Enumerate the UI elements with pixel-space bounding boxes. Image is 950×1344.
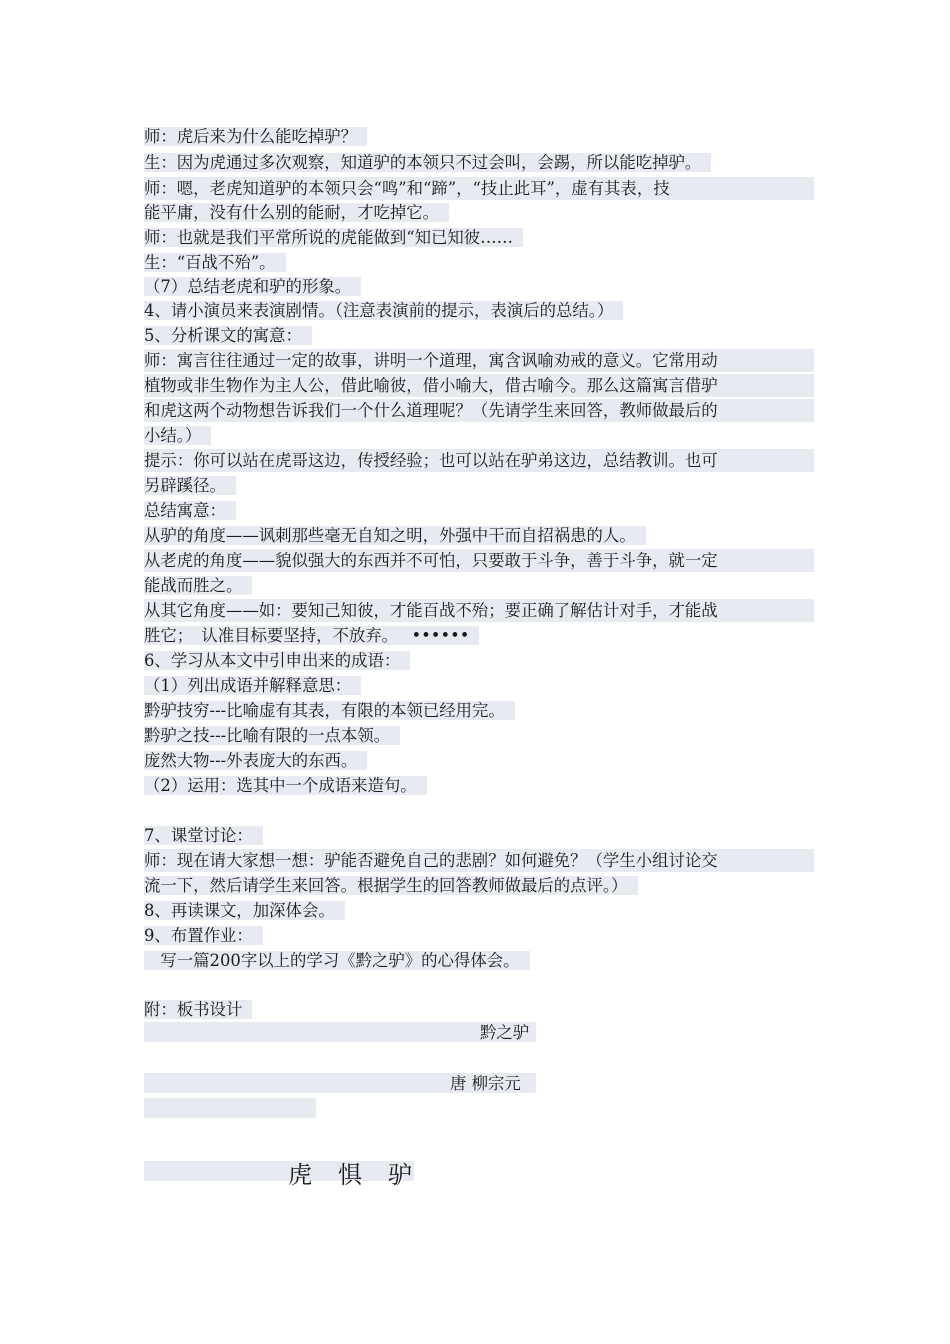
board-title-bar [144,1022,536,1042]
text-line: 4、请小演员来表演剧情。（注意表演前的提示，表演后的总结。） [144,299,623,322]
text-line: 师：寓言往往通过一定的故事，讲明一个道理，寓含讽喻劝戒的意义。它常用动 [144,349,814,372]
text-line: 另辟蹊径。 [144,474,236,497]
text-line: 写一篇200字以上的学习《黔之驴》的心得体会。 [144,949,530,972]
text-line: 提示：你可以站在虎哥这边，传授经验；也可以站在驴弟这边，总结教训。也可 [144,449,814,472]
text-line: 7、课堂讨论： [144,824,263,847]
text-line: 能平庸，没有什么别的能耐，才吃掉它。 [144,201,449,224]
text-line: 从其它角度——如：要知己知彼，才能百战不殆；要正确了解估计对手，才能战 [144,599,814,622]
text-line: 植物或非生物作为主人公，借此喻彼，借小喻大，借古喻今。那么这篇寓言借驴 [144,374,814,397]
text-line: 9、布置作业： [144,924,263,947]
board-blank-bar [144,1098,316,1118]
text-line: 生：因为虎通过多次观察，知道驴的本领只不过会叫，会踢，所以能吃掉驴。 [144,151,711,174]
text-line: 师：也就是我们平常所说的虎能做到“知已知彼…… [144,226,523,249]
text-line: 8、再读课文，加深体会。 [144,899,345,922]
text-line: 胜它； 认准目标要坚持，不放弃。 •••••• [144,624,479,647]
text-line: 黔驴技穷---比喻虚有其表，有限的本领已经用完。 [144,699,515,722]
text-line: 流一下，然后请学生来回答。根据学生的回答教师做最后的点评。） [144,874,638,897]
text-line: 师：虎后来为什么能吃掉驴？ [144,125,367,148]
text-line: （2）运用：选其中一个成语来造句。 [144,774,427,797]
text-line: 庞然大物---外表庞大的东西。 [144,749,367,772]
text-line: 和虎这两个动物想告诉我们一个什么道理呢？（先请学生来回答，教师做最后的 [144,399,814,422]
text-line: 小结。） [144,424,211,447]
text-line: 从驴的角度——讽刺那些毫无自知之明，外强中干而自招祸患的人。 [144,524,646,547]
text-line: 附：板书设计 [144,998,252,1021]
text-line: 5、分析课文的寓意： [144,324,312,347]
text-line: 6、学习从本文中引申出来的成语： [144,649,410,672]
text-line: 黔驴之技---比喻有限的一点本领。 [144,724,400,747]
text-line: 生：“百战不殆”。 [144,251,286,274]
text-line: （1）列出成语并解释意思： [144,674,361,697]
text-line: 从老虎的角度——貌似强大的东西并不可怕，只要敢于斗争，善于斗争，就一定 [144,549,814,572]
text-line: 能战而胜之。 [144,574,252,597]
text-line: 师：现在请大家想一想：驴能否避免自己的悲剧？如何避免？（学生小组讨论交 [144,849,814,872]
board-main-text: 虎 惧 驴 [288,1161,413,1189]
board-author: 唐 柳宗元 [450,1074,521,1093]
board-title: 黔之驴 [480,1023,530,1042]
text-line: 总结寓意： [144,499,236,522]
text-line: （7）总结老虎和驴的形象。 [144,275,361,298]
text-line: 师：嗯，老虎知道驴的本领只会“鸣”和“蹄”，“技止此耳”，虚有其表，技 [144,177,814,200]
